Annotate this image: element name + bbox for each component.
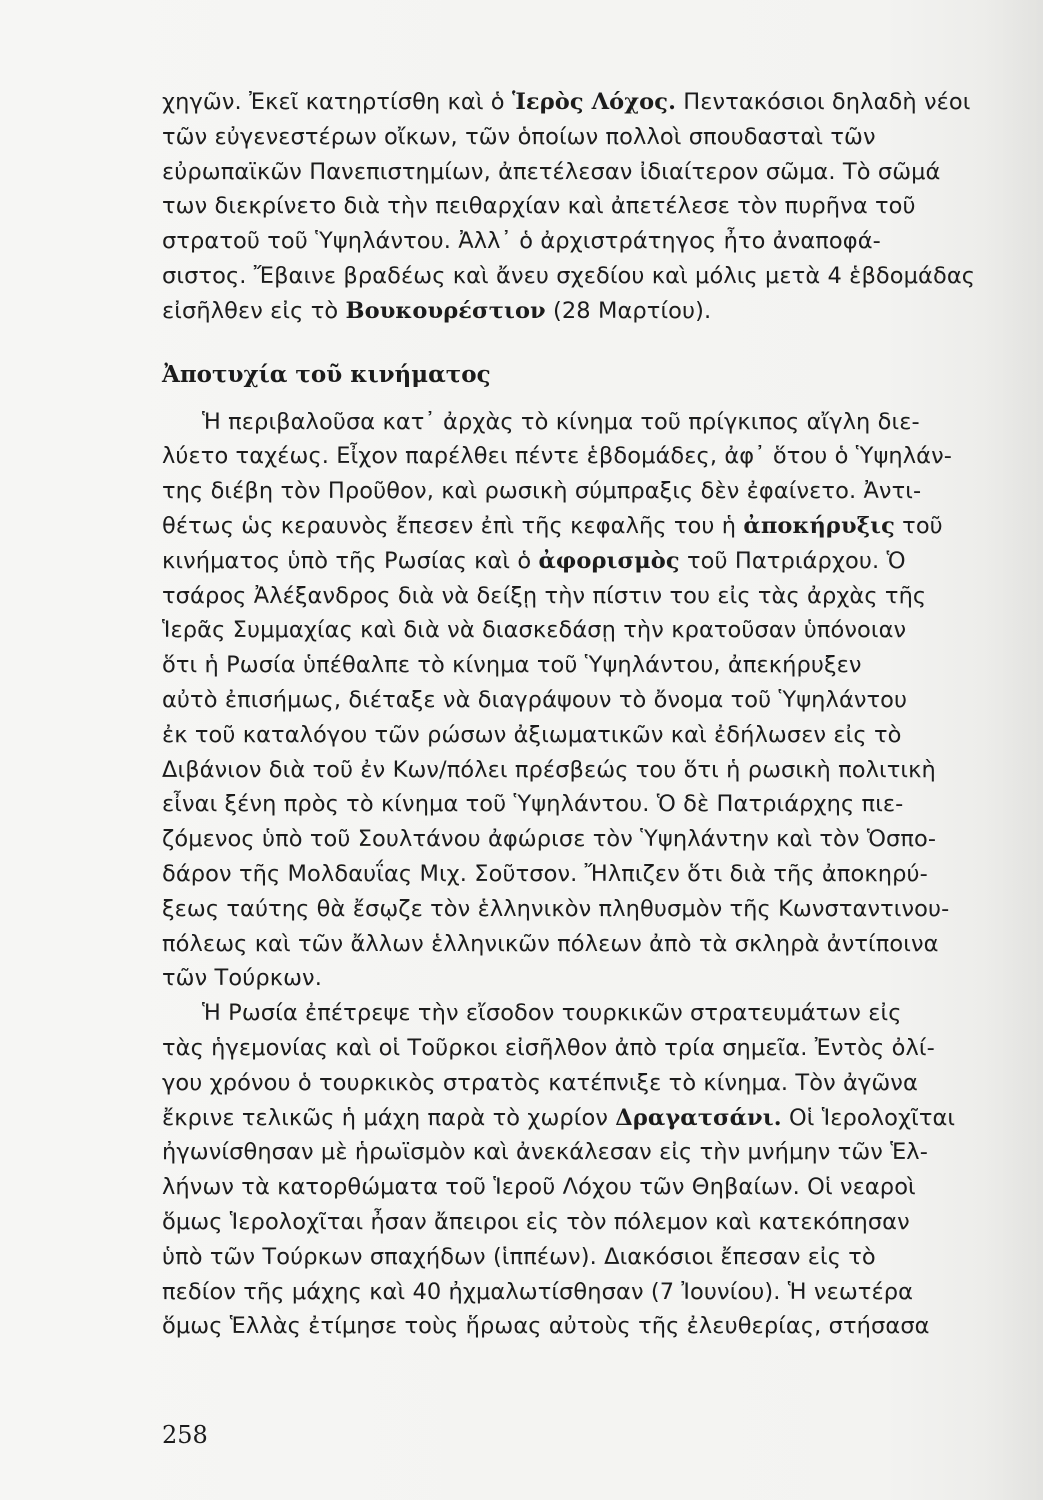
text-run: Ἱερᾶς Συμμαχίας καὶ διὰ νὰ διασκεδάσῃ τὴν κρατοῦσαν ὑπόνοιαν xyxy=(162,617,907,644)
text-run: τοῦ Πατριάρχου. Ὁ xyxy=(679,547,906,574)
text-run: στρατοῦ τοῦ Ὑψηλάντου. Ἀλλ᾿ ὁ ἀρχιστράτηγος ἦτο ἀναποφά- xyxy=(162,228,881,255)
paragraph-3 xyxy=(162,996,1022,1344)
text-line xyxy=(162,892,1022,927)
text-line xyxy=(162,961,1022,996)
text-run: λύετο ταχέως. Εἶχον παρέλθει πέντε ἑβδομάδες, ἀφ᾿ ὅτου ὁ Ὑψηλάν- xyxy=(162,443,952,470)
text-run: εἰσῆλθεν εἰς τὸ xyxy=(162,297,346,324)
text-run: Οἱ Ἱερολοχῖται xyxy=(781,1104,956,1131)
text-line xyxy=(162,439,1022,474)
text-run: θέτως ὡς κεραυνὸς ἔπεσεν ἐπὶ τῆς κεφαλῆς του ἡ xyxy=(162,512,744,539)
text-line xyxy=(162,1309,1022,1344)
text-line xyxy=(162,1031,1022,1066)
section-heading: Ἀποτυχία τοῦ κινήματος xyxy=(162,360,491,388)
text-line xyxy=(162,683,1022,718)
text-run: πόλεως καὶ τῶν ἄλλων ἑλληνικῶν πόλεων ἀπὸ τὰ σκληρὰ ἀντίποινα xyxy=(162,930,939,957)
text-run: ἔκρινε τελικῶς ἡ μάχη παρὰ τὸ χωρίον xyxy=(162,1104,616,1131)
text-run: χηγῶν. Ἐκεῖ κατηρτίσθη καὶ ὁ xyxy=(162,89,512,115)
text-run: Διβάνιον διὰ τοῦ ἐν Κων/πόλει πρέσβεώς του ὅτι ἡ ρωσικὴ πολιτικὴ xyxy=(162,756,936,783)
text-line xyxy=(162,1205,1022,1240)
text-line xyxy=(162,996,1022,1031)
text-line xyxy=(162,787,1022,822)
text-line xyxy=(162,927,1022,962)
text-line xyxy=(162,405,1022,440)
text-line xyxy=(162,1135,1022,1170)
text-run: ἐκ τοῦ καταλόγου τῶν ρώσων ἀξιωματικῶν καὶ ἐδήλωσεν εἰς τὸ xyxy=(162,721,902,748)
text-run: κινήματος ὑπὸ τῆς Ρωσίας καὶ ὁ xyxy=(162,547,539,574)
text-run: εἶναι ξένη πρὸς τὸ κίνημα τοῦ Ὑψηλάντου. Ὁ δὲ Πατριάρχης πιε- xyxy=(162,791,904,818)
text-run: τῶν εὐγενεστέρων οἴκων, τῶν ὁποίων πολλοὶ σπουδασταὶ τῶν xyxy=(162,123,876,150)
text-run: Ἡ περιβαλοῦσα κατ᾿ ἀρχὰς τὸ κίνημα τοῦ πρίγκιπος αἴγλη διε- xyxy=(202,408,920,435)
text-line xyxy=(162,544,1022,579)
text-run: δάρον τῆς Μολδαυΐας Μιχ. Σοῦτσον. Ἤλπιζεν ὅτι διὰ τῆς ἀποκηρύ- xyxy=(162,860,928,887)
bold-term: Δραγατσάνι. xyxy=(615,1104,782,1131)
text-line xyxy=(162,224,1022,259)
text-run: ὅτι ἡ Ρωσία ὑπέθαλπε τὸ κίνημα τοῦ Ὑψηλάντου, ἀπεκήρυξεν xyxy=(162,652,862,679)
text-line xyxy=(162,1275,1022,1310)
paragraph-1 xyxy=(162,85,1022,329)
text-line xyxy=(162,294,1022,329)
text-line xyxy=(162,822,1022,857)
text-line xyxy=(162,857,1022,892)
text-line xyxy=(162,1066,1022,1101)
text-run: ἠγωνίσθησαν μὲ ἡρωϊσμὸν καὶ ἀνεκάλεσαν εἰς τὴν μνήμην τῶν Ἑλ- xyxy=(162,1139,928,1166)
text-line xyxy=(162,753,1022,788)
text-run: σιστος. Ἔβαινε βραδέως καὶ ἄνευ σχεδίου καὶ μόλις μετὰ 4 ἑβδομάδας xyxy=(162,262,976,289)
text-run: εὐρωπαϊκῶν Πανεπιστημίων, ἀπετέλεσαν ἰδιαίτερον σῶμα. Τὸ σῶμά xyxy=(162,158,941,185)
text-run: ζόμενος ὑπὸ τοῦ Σουλτάνου ἀφώρισε τὸν Ὑψηλάντην καὶ τὸν Ὁσπο- xyxy=(162,826,937,853)
text-line xyxy=(162,85,1022,120)
text-line xyxy=(162,509,1022,544)
bold-term: Βουκουρέστιον xyxy=(345,297,546,324)
text-line xyxy=(162,259,1022,294)
text-run: των διεκρίνετο διὰ τὴν πειθαρχίαν καὶ ἀπετέλεσε τὸν πυρῆνα τοῦ xyxy=(162,193,916,220)
text-line xyxy=(162,1101,1022,1136)
text-line xyxy=(162,613,1022,648)
bold-term: ἀφορισμὸς xyxy=(538,547,680,574)
bold-term: Ἱερὸς Λόχος. xyxy=(511,89,677,115)
page-number: 258 xyxy=(162,1421,208,1449)
body-text xyxy=(162,85,1022,1344)
text-line xyxy=(162,1170,1022,1205)
text-run: (28 Μαρτίου). xyxy=(545,297,712,324)
text-line xyxy=(162,189,1022,224)
text-run: λήνων τὰ κατορθώματα τοῦ Ἱεροῦ Λόχου τῶν Θηβαίων. Οἱ νεαροὶ xyxy=(162,1174,916,1201)
text-run: Ἡ Ρωσία ἐπέτρεψε τὴν εἴσοδον τουρκικῶν στρατευμάτων εἰς xyxy=(202,1000,902,1027)
text-run: αὐτὸ ἐπισήμως, διέταξε νὰ διαγράψουν τὸ ὄνομα τοῦ Ὑψηλάντου xyxy=(162,686,908,713)
text-run: πεδίον τῆς μάχης καὶ 40 ἠχμαλωτίσθησαν (7 Ἰουνίου). Ἡ νεωτέρα xyxy=(162,1278,914,1305)
text-line xyxy=(162,474,1022,509)
text-line xyxy=(162,155,1022,190)
bold-term: ἀποκήρυξις xyxy=(743,512,895,539)
text-run: τῶν Τούρκων. xyxy=(162,965,322,992)
text-run: ὑπὸ τῶν Τούρκων σπαχήδων (ἱππέων). Διακόσιοι ἔπεσαν εἰς τὸ xyxy=(162,1243,876,1270)
text-run: τοῦ xyxy=(894,512,943,539)
text-run: γου χρόνου ὁ τουρκικὸς στρατὸς κατέπνιξε τὸ κίνημα. Τὸν ἀγῶνα xyxy=(162,1069,918,1096)
text-run: τσάρος Ἀλέξανδρος διὰ νὰ δείξῃ τὴν πίστιν του εἰς τὰς ἀρχὰς τῆς xyxy=(162,582,927,609)
text-line xyxy=(162,120,1022,155)
text-line xyxy=(162,1240,1022,1275)
text-run: Πεντακόσιοι δηλαδὴ νέοι xyxy=(676,89,971,115)
paragraph-2 xyxy=(162,405,1022,997)
text-run: της διέβη τὸν Προῦθον, καὶ ρωσικὴ σύμπραξις δὲν ἐφαίνετο. Ἀντι- xyxy=(162,478,922,505)
text-line xyxy=(162,579,1022,614)
text-line xyxy=(162,718,1022,753)
text-run: τὰς ἡγεμονίας καὶ οἱ Τοῦρκοι εἰσῆλθον ἀπὸ τρία σημεῖα. Ἐντὸς ὀλί- xyxy=(162,1034,935,1061)
text-run: ξεως ταύτης θὰ ἔσῳζε τὸν ἑλληνικὸν πληθυσμὸν τῆς Κωνσταντινου- xyxy=(162,895,950,922)
text-line xyxy=(162,648,1022,683)
text-run: ὅμως Ἱερολοχῖται ἦσαν ἄπειροι εἰς τὸν πόλεμον καὶ κατεκόπησαν xyxy=(162,1208,910,1235)
text-run: ὅμως Ἑλλὰς ἐτίμησε τοὺς ἥρωας αὐτοὺς τῆς ἐλευθερίας, στήσασα xyxy=(162,1313,930,1340)
